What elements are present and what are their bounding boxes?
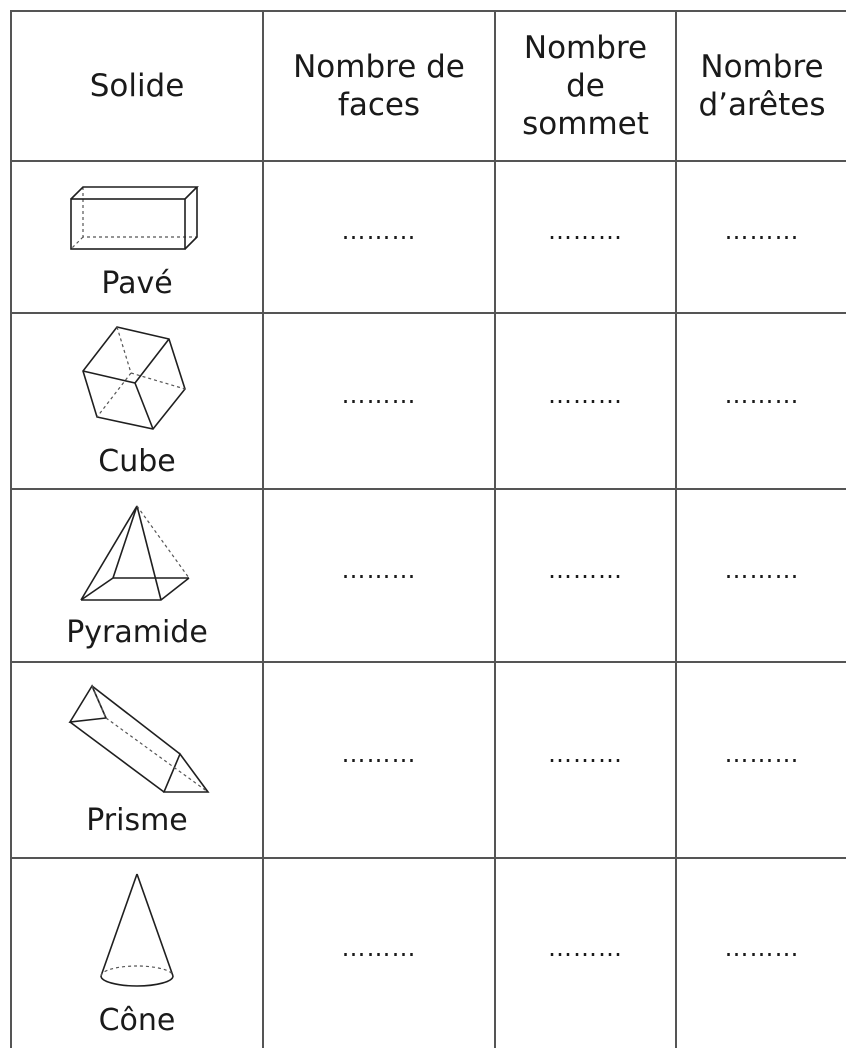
sommets-answer: [495, 858, 676, 1048]
solid-name: Pavé: [101, 266, 173, 301]
solid-cell-cube: [11, 313, 263, 489]
aretes-answer: [676, 858, 846, 1048]
sommets-answer: [495, 662, 676, 858]
header-faces-line-1: Nombre de: [293, 49, 465, 85]
answer-blank: ………: [724, 381, 800, 409]
header-solide: [11, 11, 263, 161]
faces-answer: [263, 489, 495, 662]
cone-icon: [92, 870, 182, 1000]
table-row: [11, 662, 846, 858]
solid-cell-prisme: [11, 662, 263, 858]
sommets-answer: [495, 313, 676, 489]
table-row: [11, 489, 846, 662]
header-sommets-line-1: Nombre: [523, 30, 648, 66]
solid-cell-pyramide: [11, 489, 263, 662]
faces-answer: [263, 662, 495, 858]
answer-blank: ………: [341, 933, 417, 962]
header-sommets-line-2: de: [566, 68, 605, 104]
solids-table: [10, 10, 846, 1048]
solid-name: Cône: [98, 1002, 176, 1038]
faces-answer: [263, 161, 495, 313]
answer-blank: ………: [724, 217, 800, 245]
answer-blank: ………: [548, 740, 623, 768]
header-faces-line-2: faces: [337, 87, 421, 123]
answer-blank: ………: [548, 381, 623, 409]
answer-blank: ………: [341, 555, 417, 584]
header-sommets-line-3: sommet: [522, 106, 649, 142]
answer-blank: ………: [724, 933, 800, 962]
faces-answer: [263, 858, 495, 1048]
sommets-answer: [495, 161, 676, 313]
answer-blank: ………: [548, 217, 623, 245]
aretes-answer: [676, 161, 846, 313]
header-aretes: [676, 11, 846, 161]
answer-blank: ………: [548, 555, 623, 584]
solid-cell-cone: [11, 858, 263, 1048]
cube-icon: [77, 323, 197, 441]
solid-name: Cube: [98, 444, 176, 479]
header-faces: [263, 11, 495, 161]
header-sommets: [495, 11, 676, 161]
faces-answer: [263, 313, 495, 489]
table-row: [11, 858, 846, 1048]
sommets-answer: [495, 489, 676, 662]
answer-blank: ………: [724, 740, 800, 768]
header-aretes-line-1: Nombre: [700, 49, 824, 85]
answer-blank: ………: [341, 381, 417, 409]
solid-name: Prisme: [86, 803, 188, 838]
answer-blank: ………: [341, 740, 417, 768]
answer-blank: ………: [724, 555, 800, 584]
header-solide-label: Solide: [89, 68, 185, 104]
solid-name: Pyramide: [66, 614, 208, 650]
header-row: [11, 11, 846, 161]
answer-blank: ………: [341, 217, 417, 245]
rectangular-prism-icon: [67, 173, 207, 263]
aretes-answer: [676, 313, 846, 489]
aretes-answer: [676, 489, 846, 662]
table-row: [11, 313, 846, 489]
answer-blank: ………: [548, 933, 623, 962]
header-aretes-line-2: d’arêtes: [698, 87, 826, 123]
triangular-prism-icon: [62, 682, 212, 800]
worksheet: [10, 10, 846, 1047]
pyramid-icon: [77, 502, 197, 612]
aretes-answer: [676, 662, 846, 858]
solid-cell-pave: [11, 161, 263, 313]
table-row: [11, 161, 846, 313]
